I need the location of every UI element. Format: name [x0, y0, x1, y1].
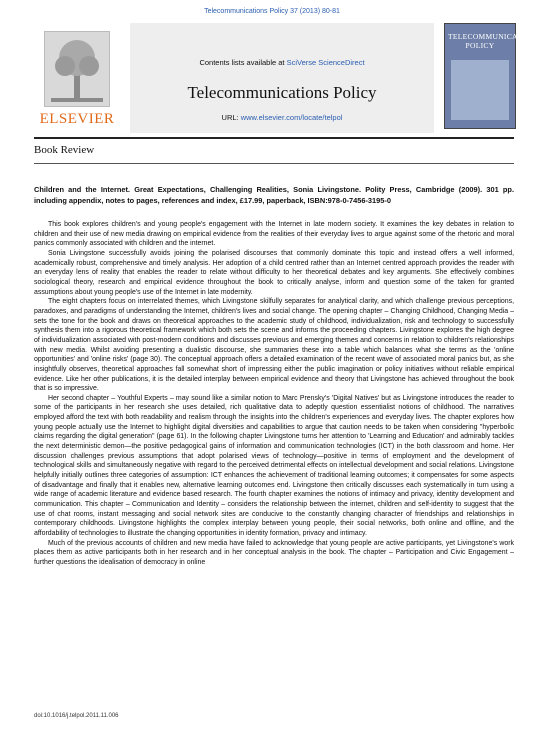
contents-availability [130, 58, 434, 67]
section-label: Book Review [34, 144, 95, 156]
elsevier-tree-icon [44, 31, 110, 107]
tree-illustration [45, 32, 109, 106]
cover-title: TELECOMMUNICATIONS POLICY [448, 32, 541, 50]
elsevier-logo [34, 23, 120, 133]
cover-artwork [451, 60, 509, 120]
body-paragraph: Sonia Livingstone successfully avoids joining the polarised discourses that commonly dominate this topic and instead offers a well informed, academically robust, comprehensive and timely analysis. Her adoption of a child centred rather than an Internet centred approach provides the reader with an everyday lens of reality that enables the reader to relate without difficulty to her theoretical debates and key arguments. She effectively combines sociological theory, research and empirical evidence throughout the book to critically analyse, inform and question some of the taken for granted assumptions about young people's use of the Internet in late modernity. [34, 249, 514, 296]
journal-url-link[interactable]: www.elsevier.com/locate/telpol [240, 113, 343, 122]
review-body [34, 220, 514, 568]
section-divider [34, 163, 514, 164]
publisher-name: ELSEVIER [39, 111, 115, 127]
contents-prefix: Contents lists available at [199, 58, 287, 67]
journal-cover-image [444, 23, 541, 129]
header-divider [34, 137, 514, 139]
journal-url-line [130, 113, 434, 122]
journal-title: Telecommunications Policy [187, 83, 377, 102]
doi-footer: doi:10.1016/j.telpol.2011.11.006 [34, 713, 119, 719]
sciverse-link[interactable]: SciVerse ScienceDirect [286, 58, 365, 67]
journal-citation: Telecommunications Policy 37 (2013) 80-81 [204, 8, 340, 15]
url-prefix: URL: [221, 113, 241, 122]
body-paragraph: Much of the previous accounts of children and new media have failed to acknowledge that young people are active participants, yet Livingstone's work places them as active participants both in her research and in her conceptual analysis in the book. The chapter – Participation and Civic Engagement – further questions the idealisation of democracy in online [34, 539, 514, 566]
journal-header-box [130, 23, 434, 133]
body-paragraph: Her second chapter – Youthful Experts – may sound like a similar notion to Marc Prensky's 'Digital Natives' but as Livingstone introduces the reader to some of the participants in her research she uses detailed, rich qualitative data to adeptly question essentialist notions of childhood. The narratives employed afford the text with both readability and realism through the insights into the children's experiences and everyday lives. The chapter explores how young people actually use the Internet to highlight digital diversities and capabilities to argue that caution needs to be taken when considering "hyperbolic claims regarding the digital generation" (page 61). In the following chapter Livingstone turns her attention to 'Learning and Education' and admirably tackles the next deterministic demon—the positive pedagogical gains of information and communication technologies (ICT) in the both classroom and home. Her discussion challenges previous assumptions that adopt polarised views of technology—positive in terms of employment and the development of technological skills and simultaneously negative with regard to the perceived detrimental effects on intellectual development and social relations. Livingstone helpfully initially outlines three categories of assumption: ICT enhances the achievement of traditional learning outcomes; it compensates for some aspects of disadvantage and finally that it enables new, alternative learning outcomes end. Livingstone then critically discusses each systematically in turn using a wide range of academic literature and evidence based research. The fourth chapter examines the notions of intimacy and privacy, identity development and communication. This chapter – Communication and Identity – considers the relationship between the internet, children and self-identity to suggest that the use of chat rooms, instant messaging and social network sites are conducive to the constantly changing character of friendships and relationships in contemporary childhoods. Livingstone highlights the complex interplay between young people, their social networks, both online and offline, and the affordability of technologies to illustrate the changing opportunities in identity formation, privacy and intimacy. [34, 394, 514, 537]
review-title: Children and the Internet. Great Expectations, Challenging Realities, Sonia Livingstone. Polity Press, Cambridge (2009). 301 pp. including appendix, notes to pages, references and index, £17.99, paperback, ISBN:978-0-7456-3195-0 [34, 185, 514, 205]
journal-masthead [34, 23, 541, 133]
body-paragraph: This book explores children's and young people's engagement with the Internet in late modern society. It examines the key debates in relation to children and their use of new media drawing on empirical evidence from the realities of their everyday lives to argue against some of the rhetoric and moral panics commonly associated with children and the internet. [34, 221, 514, 248]
body-paragraph: The eight chapters focus on interrelated themes, which Livingstone skilfully separates for analytical clarity, and which challenge previous perceptions, paradoxes, and paradigms of understanding the Internet, children's lives and social change. The opening chapter – Changing Childhood, Changing Media – sets the tone for the book and draws on theoretical approaches to the academic study of childhood, individualization, risk and technology to successfully synthesis them into a rigorous theoretical framework which both sets the scene and informs the proceeding chapters. Livingstone explores the high degree of individualization associated with post-modern conditions and discusses previous and emerging themes and concerns in relation to children's relationships with new media. Whilst avoiding presenting a dualistic discourse, she summaries these into a table which balances what she terms as the 'online opportunities' and 'online risks' (page 30). The conceptual approach offers a detailed examination of the recent wave of associated moral panics but, as she insightfully observes, theoretical approaches fall somewhat short of impressing either the public imagination or policy initiatives without reliable empirical evidence. Like her other publications, it is the detailed interplay between empirical evidence and theory that Livingstone has achieved throughout the book that is so impressive. [34, 298, 514, 393]
